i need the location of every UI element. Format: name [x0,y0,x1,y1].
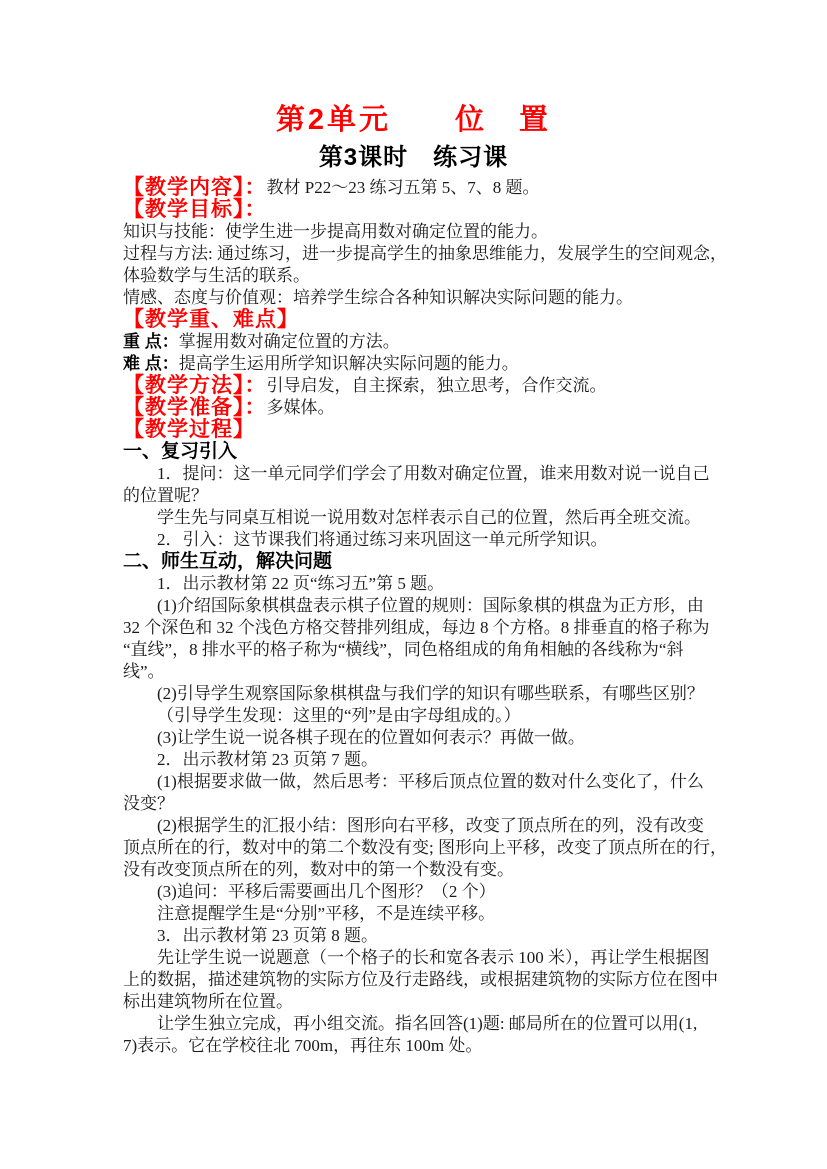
document-body [123,176,727,1057]
text-line: 没变？ [123,794,174,813]
text-line: 线”。 [123,662,165,681]
section-label: 【教学过程】 [123,418,255,441]
text-line: 先让学生说一说题意（一个格子的长和宽各表示 100 米），再让学生根据图 [157,948,710,967]
text-line: 1．出示教材第 22 页“练习五”第 5 题。 [157,574,445,593]
section-label-line [123,397,723,419]
text-line: 注意提醒学生是“分别”平移，不是连续平移。 [157,904,496,923]
text-line: 让学生独立完成，再小组交流。指名回答(1)题: 邮局所在的位置可以用(1, [157,1014,698,1033]
text-line: 掌握用数对确定位置的方法。 [178,332,400,351]
section-label-line [123,309,723,331]
section-heading: 二、师生互动，解决问题 [123,551,333,572]
text-line: 7)表示。它在学校往北 700m，再往东 100m 处。 [123,1036,483,1055]
text-line: 上的数据，描述建筑物的实际方位及行走路线，或根据建筑物的实际方位在图中 [123,970,718,989]
text-line: 知识与技能：使学生进一步提高用数对确定位置的能力。 [123,222,548,241]
text-line: 2．出示教材第 23 页第 7 题。 [157,750,378,769]
text-line: (3)让学生说一说各棋子现在的位置如何表示？再做一做。 [157,728,585,747]
text-line: 顶点所在的行，数对中的第二个数没有变; 图形向上平移，改变了顶点所在的行， [123,838,727,857]
text-line: 过程与方法: 通过练习，进一步提高学生的抽象思维能力，发展学生的空间观念， [123,244,727,263]
text-line: 情感、态度与价值观：培养学生综合各种知识解决实际问题的能力。 [123,288,633,307]
text-line: 学生先与同桌互相说一说用数对怎样表示自己的位置，然后再全班交流。 [157,508,701,527]
text-line: (2)根据学生的汇报小结：图形向右平移，改变了顶点所在的列，没有改变 [157,816,704,835]
section-label-line [123,375,723,397]
text-line: （引导学生发现：这里的“列”是由字母组成的。） [157,706,521,725]
section-label: 【教学内容】： [123,176,267,199]
text-line: 2．引入：这节课我们将通过练习来巩固这一单元所学知识。 [157,530,608,549]
text-line: 教材 P22～23 练习五第 5、7、8 题。 [266,178,540,197]
text-line: 体验数学与生活的联系。 [123,266,310,285]
text-line: 标出建筑物所在位置。 [123,992,293,1011]
key-point-line [123,353,723,375]
key-point-label: 重 点： [123,332,179,351]
text-line: 引导启发，自主探索，独立思考，合作交流。 [266,376,607,395]
text-line: (2)引导学生观察国际象棋棋盘与我们学的知识有哪些联系，有哪些区别？ [157,684,704,703]
section-label: 【教学目标】： [123,198,267,221]
text-line: 的位置呢？ [123,486,208,505]
text-line: (1)根据要求做一做，然后思考：平移后顶点位置的数对什么变化了，什么 [157,772,704,791]
section-label-line [123,419,723,441]
section-label: 【教学重、难点】 [123,308,299,331]
unit-title: 第2单元 位 置 [275,104,552,136]
text-line: 3．出示教材第 23 页第 8 题。 [157,926,378,945]
text-line: 多媒体。 [266,398,335,417]
lesson-subtitle: 第3课时 练习课 [318,144,509,171]
section-heading: 一、复习引入 [123,441,238,462]
section-label-line [123,199,723,221]
text-line: 提高学生运用所学知识解决实际问题的能力。 [178,354,519,373]
key-point-line [123,331,723,353]
text-line: (3)追问：平移后需要画出几个图形？（2 个） [157,882,496,901]
section-label: 【教学准备】： [123,396,267,419]
text-line: 32 个深色和 32 个浅色方格交替排列组成，每边 8 个方格。8 排垂直的格子称为 [123,618,710,637]
text-line: 1．提问：这一单元同学们学会了用数对确定位置，谁来用数对说一说自己 [157,464,710,483]
section-label-line [123,177,723,199]
section-label: 【教学方法】： [123,374,267,397]
key-point-label: 难 点： [123,354,179,373]
text-line: “直线”，8 排水平的格子称为“横线”，同色格组成的角角相触的各线称为“斜 [123,640,684,659]
text-line: (1)介绍国际象棋棋盘表示棋子位置的规则：国际象棋的棋盘为正方形，由 [157,596,704,615]
text-line: 没有改变顶点所在的列，数对中的第一个数没有变。 [123,860,514,879]
